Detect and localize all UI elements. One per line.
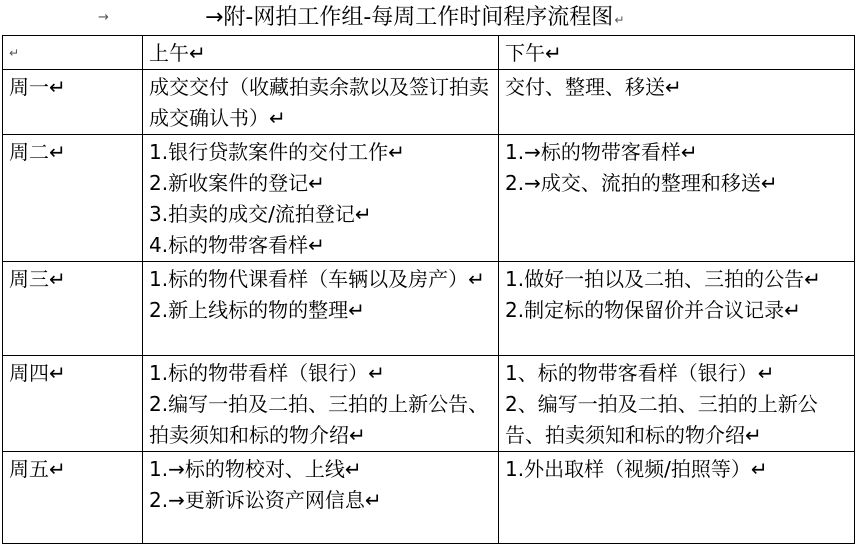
header-pm-cell [499, 36, 855, 70]
task-item: 1.→标的物带客看样↵ [505, 140, 698, 164]
am-cell-friday [143, 452, 499, 544]
pm-cell-tuesday [499, 135, 855, 262]
table-row-tuesday [3, 135, 855, 262]
am-cell-thursday [143, 356, 499, 452]
task-item: 2.编写一拍及二拍、三拍的上新公告、拍卖须知和标的物介绍↵ [149, 392, 489, 447]
task-item: 1.标的物代课看样（车辆以及房产）↵ [149, 267, 485, 291]
corner-cell [3, 36, 143, 70]
task-item: 2.→成交、流拍的整理和移送↵ [505, 171, 778, 195]
corner-mark: ↵ [9, 46, 20, 60]
task-item: 1.银行贷款案件的交付工作↵ [149, 140, 405, 164]
table-header-row [3, 36, 855, 70]
task-item: 2.新收案件的登记↵ [149, 171, 325, 195]
task-item: 2、编写一拍及二拍、三拍的上新公告、拍卖须知和标的物介绍↵ [505, 392, 818, 447]
task-item: 1.外出取样（视频/拍照等）↵ [505, 457, 768, 481]
table-row-monday [3, 70, 855, 135]
pm-cell-wednesday [499, 262, 855, 356]
day-cell-tuesday [3, 135, 143, 262]
task-item: 2.→更新诉讼资产网信息↵ [149, 488, 382, 512]
header-am-label: 上午↵ [149, 41, 206, 65]
title-row [0, 0, 856, 34]
task-item: 交付、整理、移送↵ [505, 75, 682, 99]
document-title [205, 4, 624, 34]
task-item: 2.制定标的物保留价并合议记录↵ [505, 298, 801, 322]
pm-cell-friday [499, 452, 855, 544]
task-item: 1.→标的物校对、上线↵ [149, 457, 362, 481]
task-item: 2.新上线标的物的整理↵ [149, 298, 365, 322]
day-cell-monday [3, 70, 143, 135]
task-item: 4.标的物带客看样↵ [149, 233, 325, 257]
day-label: 周四↵ [9, 361, 66, 385]
day-cell-thursday [3, 356, 143, 452]
table-row-thursday [3, 356, 855, 452]
day-label: 周一↵ [9, 75, 66, 99]
task-item: 1、标的物带客看样（银行）↵ [505, 361, 775, 385]
am-cell-tuesday [143, 135, 499, 262]
table-row-friday [3, 452, 855, 544]
day-label: 周五↵ [9, 457, 66, 481]
pm-cell-thursday [499, 356, 855, 452]
tab-arrow-mark: → [98, 10, 109, 25]
task-item: 1.做好一拍以及二拍、三拍的公告↵ [505, 267, 821, 291]
document-title-text: →附-网拍工作组-每周工作时间程序流程图 [205, 5, 614, 30]
task-item: 3.拍卖的成交/流拍登记↵ [149, 202, 372, 226]
day-label: 周二↵ [9, 140, 66, 164]
task-item: 1.标的物带看样（银行）↵ [149, 361, 385, 385]
weekly-schedule-table [2, 35, 855, 544]
day-cell-friday [3, 452, 143, 544]
header-am-cell [143, 36, 499, 70]
header-pm-label: 下午↵ [505, 41, 562, 65]
pm-cell-monday [499, 70, 855, 135]
task-item: 成交交付（收藏拍卖余款以及签订拍卖成交确认书）↵ [149, 75, 489, 130]
day-label: 周三↵ [9, 267, 66, 291]
paragraph-mark: ↵ [614, 13, 625, 27]
table-row-wednesday [3, 262, 855, 356]
am-cell-monday [143, 70, 499, 135]
am-cell-wednesday [143, 262, 499, 356]
day-cell-wednesday [3, 262, 143, 356]
